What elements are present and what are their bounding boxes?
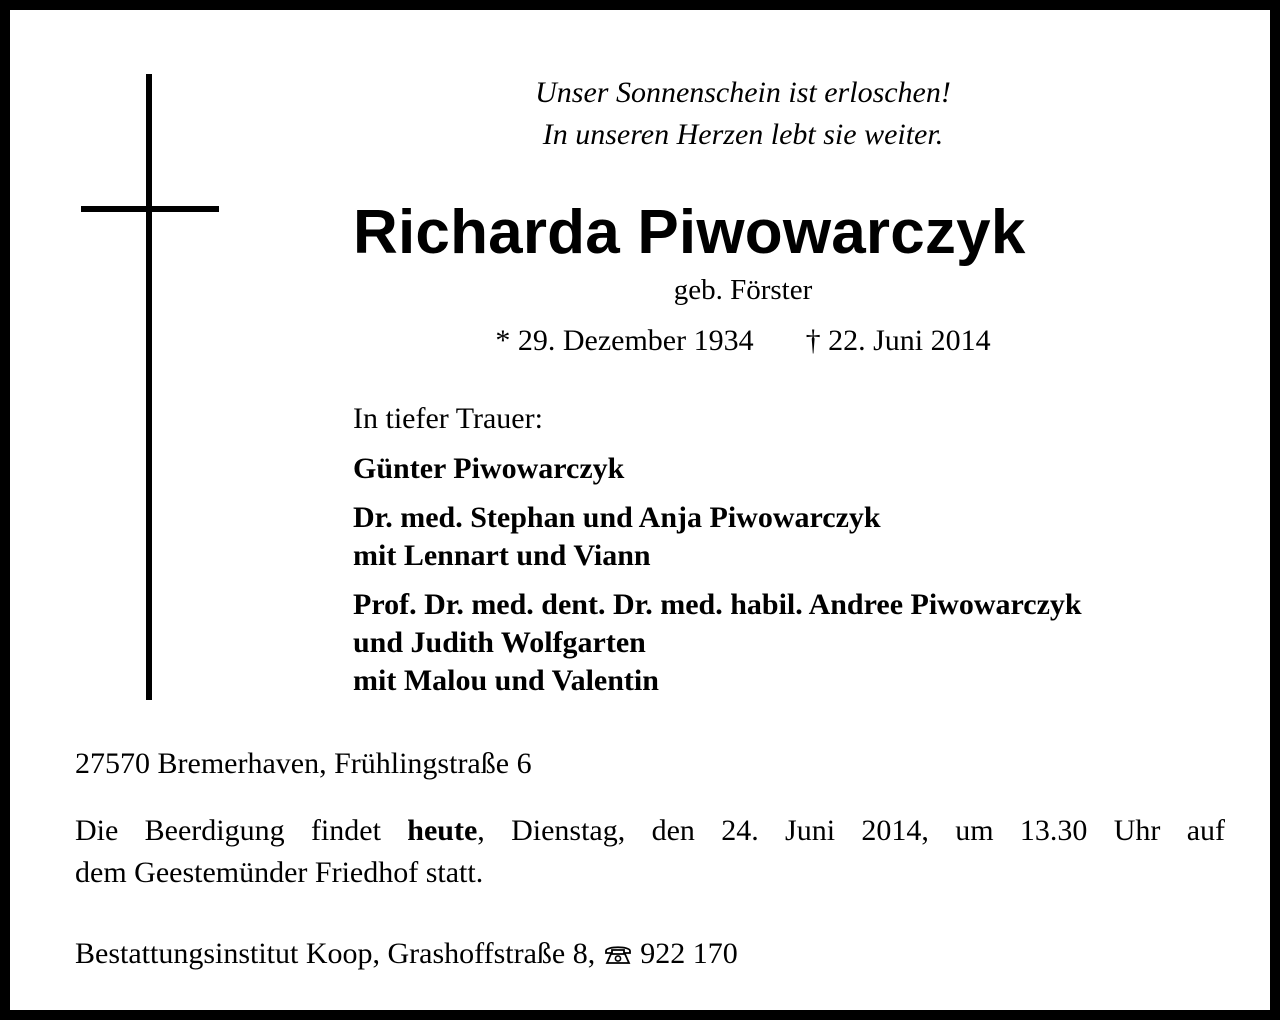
funeral-today: heute [407,814,478,847]
mourner-group [353,499,1082,575]
mourner-line: Günter Piwowarczyk [353,452,625,485]
mourner-line: Prof. Dr. med. dent. Dr. med. habil. Andree Piwowarczyk [353,588,1082,621]
maiden-name: geb. Förster [673,274,813,306]
mourners-list [353,450,1082,711]
funeral-info [75,810,1225,894]
motto-line-2: In unseren Herzen lebt sie weiter. [542,118,944,151]
family-address: 27570 Bremerhaven, Frühlingstraße 6 [75,747,532,780]
funeral-text-after: , Dienstag, den 24. Juni 2014, um 13.30 Uhr auf [477,814,1226,847]
mourner-line: mit Malou und Valentin [353,664,659,697]
motto-line-1: Unser Sonnenschein ist erloschen! [535,76,951,109]
mourner-line: Dr. med. Stephan und Anja Piwowarczyk [353,501,881,534]
life-dates [353,322,1133,360]
cross-icon-vertical [146,74,152,700]
undertaker-text: Bestattungsinstitut Koop, Grashoffstraße 8, [75,937,596,970]
funeral-text-before: Die Beerdigung findet [75,814,381,847]
mourner-line: mit Lennart und Viann [353,539,651,572]
death-date: † 22. Juni 2014 [805,324,991,357]
funeral-line-2: dem Geestemünder Friedhof statt. [75,856,484,889]
mourning-label: In tiefer Trauer: [353,402,543,435]
undertaker-phone: 922 170 [640,937,738,970]
mourner-line: und Judith Wolfgarten [353,626,646,659]
mourner-group [353,450,1082,488]
deceased-name: Richarda Piwowarczyk [353,198,1026,267]
birth-date: * 29. Dezember 1934 [495,324,754,357]
motto [353,72,1133,156]
funeral-line-1 [75,810,1225,852]
telephone-icon [603,943,633,965]
undertaker-info [75,935,738,973]
mourner-group [353,586,1082,700]
cross-icon-horizontal [81,206,219,212]
